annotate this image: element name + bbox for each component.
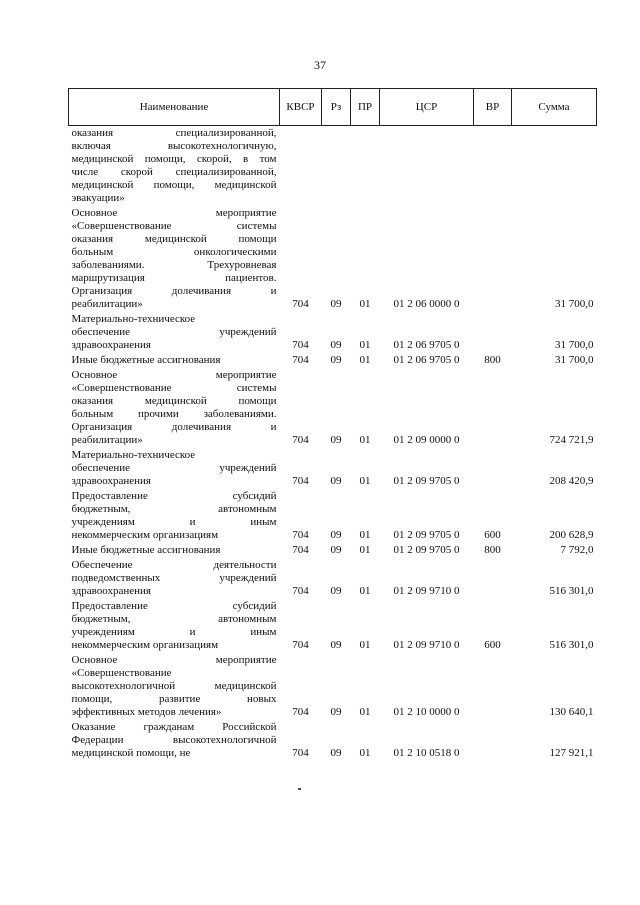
- row-name-line: подведомственных учреждений: [71, 572, 277, 584]
- row-name-line: больным прочими заболеваниями.: [71, 408, 277, 420]
- row-name-line: Основное мероприятие: [71, 654, 277, 666]
- cell-kvsr: 704: [292, 354, 309, 366]
- row-name-line: бюджетным, автономным: [71, 503, 277, 515]
- row-name-line: маршрутизация пациентов.: [71, 272, 277, 284]
- cell-csr: 01 2 10 0000 0: [393, 706, 460, 718]
- table-row: [69, 448, 597, 489]
- cell-vr: [474, 720, 512, 761]
- cell-csr: 01 2 10 0518 0: [393, 747, 460, 759]
- cell-rz: 09: [330, 354, 342, 366]
- cell-rz: 09: [330, 529, 342, 541]
- row-name-line: реабилитации»: [71, 298, 143, 310]
- table-row: [69, 543, 597, 558]
- cell-rz: 09: [330, 585, 342, 597]
- row-name-line: эвакуации»: [71, 192, 125, 204]
- cell-kvsr: 704: [292, 747, 309, 759]
- row-name-line: здравоохранения: [71, 339, 151, 351]
- cell-pr: 01: [359, 639, 371, 651]
- cell-pr: 01: [359, 298, 371, 310]
- cell-csr: 01 2 09 9705 0: [393, 529, 460, 541]
- scan-speck: [298, 788, 301, 790]
- header-sum: Сумма: [512, 89, 597, 126]
- cell-rz: 09: [330, 475, 342, 487]
- row-name-line: Предоставление субсидий: [71, 600, 277, 612]
- cell-pr: 01: [359, 354, 371, 366]
- row-name-line: «Совершенствование: [71, 667, 172, 679]
- cell-sum: 516 301,0: [549, 639, 594, 651]
- header-csr: ЦСР: [380, 89, 474, 126]
- cell-vr: [474, 448, 512, 489]
- row-name: [69, 126, 280, 207]
- row-name: [69, 599, 280, 653]
- cell-csr: 01 2 09 9710 0: [393, 585, 460, 597]
- row-name-line: Основное мероприятие: [71, 207, 277, 219]
- cell-pr: 01: [359, 434, 371, 446]
- cell-vr: [474, 368, 512, 448]
- row-name-line: помощи, развитие новых: [71, 693, 277, 705]
- row-name: [69, 720, 280, 761]
- row-name-line: реабилитации»: [71, 434, 143, 446]
- cell-rz: 09: [330, 747, 342, 759]
- cell-kvsr: 704: [292, 585, 309, 597]
- cell-sum: 31 700,0: [555, 354, 594, 366]
- header-kvsr: КВСР: [280, 89, 322, 126]
- row-name-line: медицинской помощи, не: [71, 747, 191, 759]
- cell-pr: [351, 126, 380, 207]
- header-name: Наименование: [69, 89, 280, 126]
- cell-rz: 09: [330, 544, 342, 556]
- row-name: [69, 368, 280, 448]
- table-row: [69, 489, 597, 543]
- row-name-line: медицинской помощи, скорой, в том: [71, 153, 277, 165]
- cell-pr: 01: [359, 544, 371, 556]
- row-name: [69, 206, 280, 312]
- cell-kvsr: 704: [292, 706, 309, 718]
- row-name-line: включая высокотехнологичную,: [71, 140, 277, 152]
- row-name-line: числе скорой специализированной,: [71, 166, 277, 178]
- row-name: [69, 653, 280, 720]
- row-name-line: «Совершенствование системы: [71, 220, 277, 232]
- cell-vr: [474, 312, 512, 353]
- table-header-row: [69, 89, 597, 126]
- cell-csr: 01 2 06 0000 0: [393, 298, 460, 310]
- row-name-line: Организация долечивания и: [71, 285, 277, 297]
- cell-rz: 09: [330, 339, 342, 351]
- row-name-line: некоммерческим организациям: [71, 639, 219, 651]
- table-row: [69, 353, 597, 368]
- header-vr: ВР: [474, 89, 512, 126]
- row-name-line: эффективных методов лечения»: [71, 706, 222, 718]
- cell-sum: 516 301,0: [549, 585, 594, 597]
- header-rz: Рз: [322, 89, 351, 126]
- row-name-line: Иные бюджетные ассигнования: [71, 354, 221, 366]
- row-name-line: бюджетным, автономным: [71, 613, 277, 625]
- row-name-line: здравоохранения: [71, 585, 151, 597]
- cell-sum: 127 921,1: [549, 747, 594, 759]
- cell-kvsr: [280, 126, 322, 207]
- row-name-line: «Совершенствование системы: [71, 382, 277, 394]
- header-pr: ПР: [351, 89, 380, 126]
- page-number: 37: [314, 58, 326, 72]
- row-name-line: учреждениям и иным: [71, 516, 277, 528]
- row-name-line: некоммерческим организациям: [71, 529, 219, 541]
- row-name-line: оказания специализированной,: [71, 127, 277, 139]
- cell-pr: 01: [359, 706, 371, 718]
- cell-kvsr: 704: [292, 639, 309, 651]
- row-name-line: обеспечение учреждений: [71, 326, 277, 338]
- row-name-line: Организация долечивания и: [71, 421, 277, 433]
- cell-pr: 01: [359, 475, 371, 487]
- row-name-line: Иные бюджетные ассигнования: [71, 544, 221, 556]
- row-name: [69, 489, 280, 543]
- row-name-line: Материально-техническое: [71, 313, 196, 325]
- row-name-line: Обеспечение деятельности: [71, 559, 277, 571]
- cell-rz: 09: [330, 434, 342, 446]
- row-name-line: Предоставление субсидий: [71, 490, 277, 502]
- cell-csr: 01 2 09 9710 0: [393, 639, 460, 651]
- row-name-line: больным онкологическими: [71, 246, 277, 258]
- cell-csr: 01 2 06 9705 0: [393, 354, 460, 366]
- cell-vr: [474, 206, 512, 312]
- cell-rz: 09: [330, 706, 342, 718]
- row-name: [69, 312, 280, 353]
- cell-vr: 600: [484, 529, 501, 541]
- row-name-line: заболеваниями. Трехуровневая: [71, 259, 277, 271]
- cell-pr: 01: [359, 529, 371, 541]
- cell-sum: 130 640,1: [549, 706, 594, 718]
- row-name: [69, 448, 280, 489]
- table-row: [69, 126, 597, 207]
- row-name-line: учреждениям и иным: [71, 626, 277, 638]
- row-name-line: медицинской помощи, медицинской: [71, 179, 277, 191]
- row-name-line: обеспечение учреждений: [71, 462, 277, 474]
- cell-sum: 724 721,9: [549, 434, 594, 446]
- cell-sum: 31 700,0: [555, 298, 594, 310]
- cell-csr: 01 2 06 9705 0: [393, 339, 460, 351]
- row-name-line: Материально-техническое: [71, 449, 196, 461]
- row-name-line: здравоохранения: [71, 475, 151, 487]
- cell-csr: 01 2 09 9705 0: [393, 544, 460, 556]
- cell-vr: 800: [484, 354, 501, 366]
- row-name-line: Основное мероприятие: [71, 369, 277, 381]
- cell-vr: [474, 653, 512, 720]
- row-name-line: Оказание гражданам Российской: [71, 721, 277, 733]
- cell-vr: [474, 126, 512, 207]
- row-name: [69, 558, 280, 599]
- cell-sum: 200 628,9: [549, 529, 594, 541]
- row-name-line: оказания медицинской помощи: [71, 395, 277, 407]
- cell-kvsr: 704: [292, 339, 309, 351]
- cell-kvsr: 704: [292, 434, 309, 446]
- table-row: [69, 558, 597, 599]
- cell-sum: [512, 126, 597, 207]
- row-name-line: оказания медицинской помощи: [71, 233, 277, 245]
- cell-kvsr: 704: [292, 529, 309, 541]
- cell-csr: 01 2 09 9705 0: [393, 475, 460, 487]
- table-body: [69, 126, 597, 762]
- cell-kvsr: 704: [292, 475, 309, 487]
- cell-pr: 01: [359, 747, 371, 759]
- cell-rz: 09: [330, 298, 342, 310]
- table-row: [69, 312, 597, 353]
- table-row: [69, 720, 597, 761]
- cell-kvsr: 704: [292, 298, 309, 310]
- table-row: [69, 599, 597, 653]
- table-row: [69, 368, 597, 448]
- cell-pr: 01: [359, 339, 371, 351]
- cell-vr: 600: [484, 639, 501, 651]
- row-name-line: Федерации высокотехнологичной: [71, 734, 277, 746]
- cell-csr: [380, 126, 474, 207]
- cell-rz: 09: [330, 639, 342, 651]
- table-row: [69, 206, 597, 312]
- row-name: [69, 543, 280, 558]
- cell-vr: 800: [484, 544, 501, 556]
- row-name: [69, 353, 280, 368]
- cell-sum: 208 420,9: [549, 475, 594, 487]
- row-name-line: высокотехнологичной медицинской: [71, 680, 277, 692]
- cell-vr: [474, 558, 512, 599]
- table-row: [69, 653, 597, 720]
- budget-table: [68, 88, 597, 761]
- cell-pr: 01: [359, 585, 371, 597]
- cell-sum: 7 792,0: [560, 544, 594, 556]
- cell-csr: 01 2 09 0000 0: [393, 434, 460, 446]
- cell-sum: 31 700,0: [555, 339, 594, 351]
- cell-rz: [322, 126, 351, 207]
- cell-kvsr: 704: [292, 544, 309, 556]
